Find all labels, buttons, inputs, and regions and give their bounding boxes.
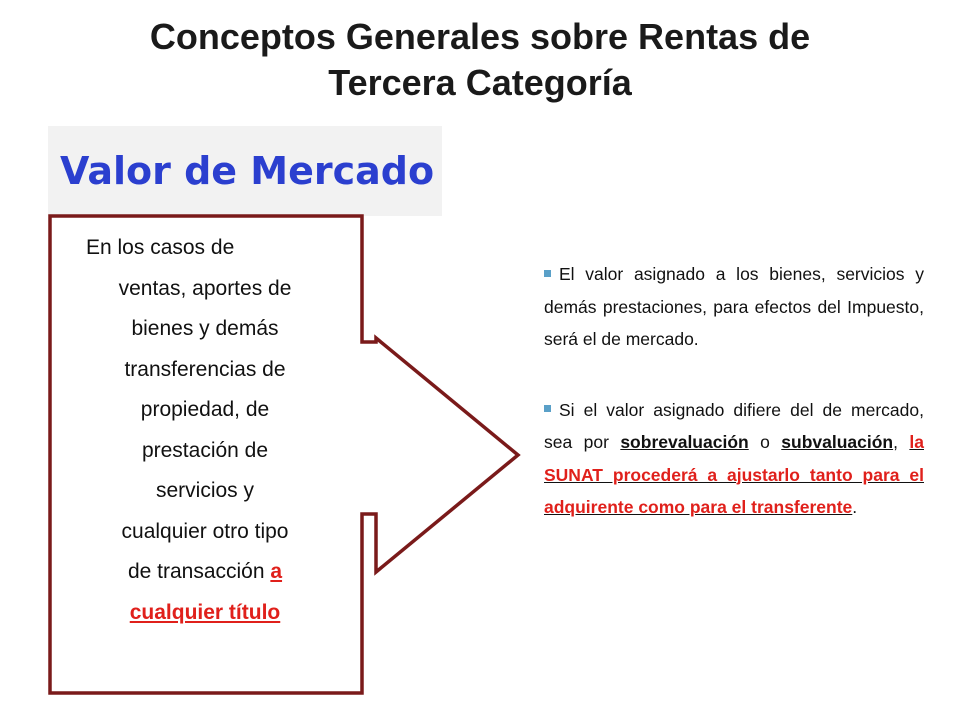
left-description — [60, 228, 350, 633]
left-line: bienes y demás — [131, 317, 279, 340]
term-sobrevaluacion: sobrevaluación — [620, 432, 749, 452]
left-line: En los casos de — [86, 236, 235, 259]
square-bullet-icon — [544, 270, 551, 277]
left-line: prestación de — [141, 438, 269, 462]
bullet-2-end: . — [852, 497, 858, 517]
square-bullet-icon — [544, 405, 551, 412]
sunat-adjustment-emphasis: la SUNAT procederá a ajustarlo tanto para el adquirente como para el transferente — [544, 432, 924, 517]
bullet-item-1 — [544, 258, 924, 356]
left-line: cualquier otro tipo — [121, 519, 289, 543]
bullet-2-text-c: , — [893, 432, 910, 452]
bullet-list — [544, 258, 924, 562]
left-line: servicios y — [155, 479, 255, 502]
left-line: ventas, aportes de — [118, 276, 292, 300]
bullet-2-text-b: o — [748, 432, 782, 452]
left-emphasis-a: a — [270, 560, 283, 583]
left-line: propiedad, de — [140, 398, 270, 421]
left-line: transferencias de — [124, 357, 286, 381]
left-line-9-text: de transacción — [127, 560, 271, 583]
bullet-1-text: El valor asignado a los bienes, servicios y demás prestaciones, para efectos del Impuesto, será el de mercado. — [544, 264, 924, 349]
left-emphasis-cualquier-titulo: cualquier título — [129, 600, 281, 624]
left-line-9 — [60, 552, 350, 593]
bullet-2-text-a: Si el valor asignado difiere del de mercado, sea por — [544, 399, 924, 452]
section-heading: Valor de Mercado — [60, 149, 435, 193]
left-line-10 — [60, 593, 350, 634]
term-subvaluacion: subvaluación — [781, 432, 894, 452]
page-title-line-1: Conceptos Generales sobre Rentas de — [149, 16, 811, 57]
page-title-line-2: Tercera Categoría — [328, 62, 632, 103]
bullet-item-2 — [544, 394, 924, 524]
